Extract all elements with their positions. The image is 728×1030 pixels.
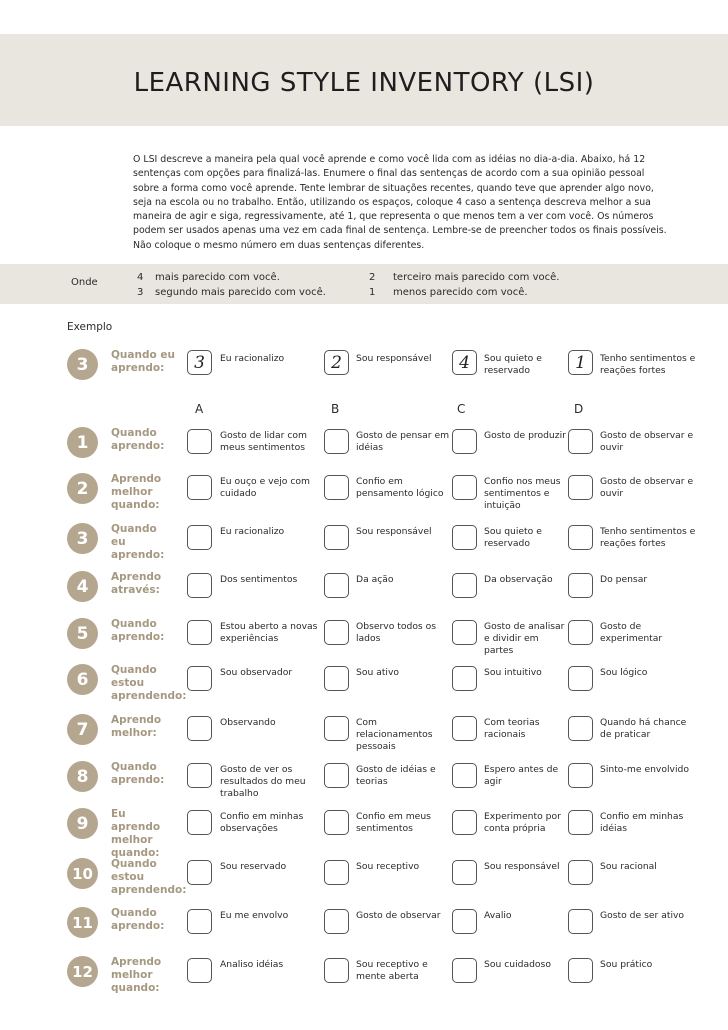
option-text-b: Com relacionamentos pessoais xyxy=(356,717,433,752)
option-text-b: Sou receptivo xyxy=(356,861,420,872)
answer-box-c[interactable] xyxy=(452,525,477,550)
question-stem: Quando aprendo: xyxy=(111,618,165,643)
answer-box-a[interactable] xyxy=(187,716,212,741)
option-text-b: Gosto de pensar em idéias xyxy=(356,430,450,453)
example-stem: Quando eu aprendo: xyxy=(111,349,175,374)
answer-box-a[interactable] xyxy=(187,573,212,598)
option-text-c: Sou responsável xyxy=(484,861,560,872)
option-text-d: Sou lógico xyxy=(600,667,648,678)
column-letter-b: B xyxy=(331,402,340,416)
answer-box-c[interactable] xyxy=(452,763,477,788)
question-number-badge: 10 xyxy=(67,858,98,889)
option-text-c: Com teorias racionais xyxy=(484,717,540,740)
question-number-badge: 6 xyxy=(67,664,98,695)
answer-box-b[interactable] xyxy=(324,525,349,550)
option-text-d: Sinto-me envolvido xyxy=(600,764,689,775)
legend-text-3: segundo mais parecido com você. xyxy=(155,287,326,298)
answer-box-d[interactable] xyxy=(568,958,593,983)
legend-num-1: 1 xyxy=(369,287,376,298)
answer-box-a[interactable] xyxy=(187,958,212,983)
example-option-a: Eu racionalizo xyxy=(220,353,285,364)
answer-box-a[interactable] xyxy=(187,666,212,691)
legend-label: Onde xyxy=(71,277,98,288)
answer-box-a[interactable] xyxy=(187,620,212,645)
option-text-a: Estou aberto a novas experiências xyxy=(220,621,318,644)
example-answer-box-b: 2 xyxy=(324,350,349,375)
example-number-badge: 3 xyxy=(67,349,98,380)
answer-box-d[interactable] xyxy=(568,525,593,550)
question-stem: Aprendo através: xyxy=(111,571,162,596)
answer-box-c[interactable] xyxy=(452,909,477,934)
option-text-c: Confio nos meus sentimentos e intuição xyxy=(484,476,561,511)
example-label: Exemplo xyxy=(67,321,113,333)
option-text-b: Gosto de observar xyxy=(356,910,441,921)
option-text-c: Gosto de produzir xyxy=(484,430,566,441)
option-text-d: Sou racional xyxy=(600,861,657,872)
example-option-b: Sou responsável xyxy=(356,353,432,364)
answer-box-b[interactable] xyxy=(324,573,349,598)
answer-box-a[interactable] xyxy=(187,909,212,934)
answer-box-a[interactable] xyxy=(187,429,212,454)
example-option-c: Sou quieto e reservado xyxy=(484,353,542,376)
answer-box-d[interactable] xyxy=(568,429,593,454)
option-text-b: Confio em meus sentimentos xyxy=(356,811,431,834)
option-text-d: Confio em minhas idéias xyxy=(600,811,684,834)
answer-box-b[interactable] xyxy=(324,716,349,741)
answer-box-c[interactable] xyxy=(452,429,477,454)
option-text-c: Experimento por conta própria xyxy=(484,811,561,834)
question-number-badge: 3 xyxy=(67,523,98,554)
legend-band xyxy=(0,264,728,304)
question-number-badge: 12 xyxy=(67,956,98,987)
option-text-c: Sou cuidadoso xyxy=(484,959,551,970)
answer-box-d[interactable] xyxy=(568,475,593,500)
question-stem: Quando aprendo: xyxy=(111,907,165,932)
option-text-a: Analiso idéias xyxy=(220,959,284,970)
answer-box-d[interactable] xyxy=(568,716,593,741)
answer-box-c[interactable] xyxy=(452,573,477,598)
answer-box-a[interactable] xyxy=(187,860,212,885)
answer-box-d[interactable] xyxy=(568,620,593,645)
answer-box-b[interactable] xyxy=(324,620,349,645)
question-stem: Quando estou aprendendo: xyxy=(111,664,187,702)
question-stem: Quando aprendo: xyxy=(111,761,165,786)
option-text-a: Eu ouço e vejo com cuidado xyxy=(220,476,310,499)
answer-box-d[interactable] xyxy=(568,573,593,598)
option-text-b: Sou ativo xyxy=(356,667,400,678)
legend-text-2: terceiro mais parecido com você. xyxy=(393,272,560,283)
answer-box-d[interactable] xyxy=(568,666,593,691)
question-number-badge: 1 xyxy=(67,427,98,458)
answer-box-a[interactable] xyxy=(187,763,212,788)
page-title: LEARNING STYLE INVENTORY (LSI) xyxy=(133,68,595,98)
option-text-d: Gosto de observar e ouvir xyxy=(600,476,694,499)
option-text-b: Sou responsável xyxy=(356,526,432,537)
answer-box-c[interactable] xyxy=(452,958,477,983)
answer-box-b[interactable] xyxy=(324,810,349,835)
option-text-a: Sou observador xyxy=(220,667,293,678)
option-text-c: Espero antes de agir xyxy=(484,764,559,787)
intro-paragraph: O LSI descreve a maneira pela qual você aprende e como você lida com as idéias no dia-a-dia. Abaixo, há 12 sentenças com opções para finalizá-las. Enumere o final das sentenças de acordo com a sua opinião pessoal sobre a forma como você aprende. Tente lembrar de situações recentes, quando teve que aprender algo novo, seja na escola ou no trabalho. Então, utilizando os espaços, coloque 4 caso a sentença descreva melhor a sua maneira de agir e siga, regressivamente, até 1, que representa o que menos tem a ver com você. Os números podem ser usados apenas uma vez em cada final de sentença. Lembre-se de preencher todos os finais possíveis. Não coloque o mesmo número em duas sentenças diferentes. xyxy=(133,154,667,251)
option-text-d: Gosto de experimentar xyxy=(600,621,663,644)
option-text-b: Gosto de idéias e teorias xyxy=(356,764,436,787)
answer-box-a[interactable] xyxy=(187,810,212,835)
answer-box-b[interactable] xyxy=(324,958,349,983)
answer-box-d[interactable] xyxy=(568,810,593,835)
option-text-c: Avalio xyxy=(484,910,512,921)
answer-box-a[interactable] xyxy=(187,525,212,550)
example-answer-box-a: 3 xyxy=(187,350,212,375)
legend-num-2: 2 xyxy=(369,272,376,283)
question-number-badge: 5 xyxy=(67,618,98,649)
option-text-a: Sou reservado xyxy=(220,861,287,872)
answer-box-c[interactable] xyxy=(452,620,477,645)
option-text-a: Eu racionalizo xyxy=(220,526,285,537)
question-stem: Aprendo melhor: xyxy=(111,714,162,739)
question-number-badge: 2 xyxy=(67,473,98,504)
question-stem: Eu aprendo melhor quando: xyxy=(111,808,161,859)
answer-box-b[interactable] xyxy=(324,763,349,788)
option-text-a: Observando xyxy=(220,717,276,728)
option-text-d: Gosto de observar e ouvir xyxy=(600,430,694,453)
answer-box-d[interactable] xyxy=(568,763,593,788)
option-text-d: Gosto de ser ativo xyxy=(600,910,685,921)
option-text-a: Gosto de lidar com meus sentimentos xyxy=(220,430,307,453)
option-text-a: Eu me envolvo xyxy=(220,910,289,921)
answer-box-d[interactable] xyxy=(568,909,593,934)
question-number-badge: 4 xyxy=(67,571,98,602)
answer-box-b[interactable] xyxy=(324,429,349,454)
option-text-d: Do pensar xyxy=(600,574,648,585)
option-text-d: Quando há chance de praticar xyxy=(600,717,687,740)
answer-box-c[interactable] xyxy=(452,860,477,885)
question-stem: Quando eu aprendo: xyxy=(111,523,165,561)
question-stem: Quando aprendo: xyxy=(111,427,165,452)
question-stem: Aprendo melhor quando: xyxy=(111,473,162,511)
option-text-c: Da observação xyxy=(484,574,553,585)
question-number-badge: 7 xyxy=(67,714,98,745)
legend-num-4: 4 xyxy=(137,272,144,283)
example-answer-box-c: 4 xyxy=(452,350,477,375)
option-text-b: Da ação xyxy=(356,574,394,585)
answer-box-a[interactable] xyxy=(187,475,212,500)
option-text-d: Tenho sentimentos e reações fortes xyxy=(600,526,696,549)
answer-box-b[interactable] xyxy=(324,860,349,885)
answer-box-c[interactable] xyxy=(452,666,477,691)
option-text-d: Sou prático xyxy=(600,959,653,970)
answer-box-c[interactable] xyxy=(452,475,477,500)
legend-num-3: 3 xyxy=(137,287,144,298)
option-text-b: Observo todos os lados xyxy=(356,621,437,644)
option-text-b: Confio em pensamento lógico xyxy=(356,476,444,499)
option-text-a: Confio em minhas observações xyxy=(220,811,304,834)
question-stem: Quando estou aprendendo: xyxy=(111,858,187,896)
answer-box-d[interactable] xyxy=(568,860,593,885)
question-number-badge: 8 xyxy=(67,761,98,792)
option-text-c: Sou intuitivo xyxy=(484,667,542,678)
legend-text-1: menos parecido com você. xyxy=(393,287,528,298)
example-option-d: Tenho sentimentos e reações fortes xyxy=(600,353,696,376)
column-letter-c: C xyxy=(457,402,466,416)
example-answer-box-d: 1 xyxy=(568,350,593,375)
question-stem: Aprendo melhor quando: xyxy=(111,956,162,994)
column-letter-d: D xyxy=(574,402,584,416)
option-text-b: Sou receptivo e mente aberta xyxy=(356,959,428,982)
option-text-c: Gosto de analisar e dividir em partes xyxy=(484,621,565,656)
question-number-badge: 11 xyxy=(67,907,98,938)
column-letter-a: A xyxy=(195,402,204,416)
answer-box-b[interactable] xyxy=(324,475,349,500)
answer-box-c[interactable] xyxy=(452,716,477,741)
answer-box-b[interactable] xyxy=(324,666,349,691)
answer-box-c[interactable] xyxy=(452,810,477,835)
option-text-a: Gosto de ver os resultados do meu trabalho xyxy=(220,764,306,799)
option-text-c: Sou quieto e reservado xyxy=(484,526,542,549)
legend-text-4: mais parecido com você. xyxy=(155,272,280,283)
question-number-badge: 9 xyxy=(67,808,98,839)
answer-box-b[interactable] xyxy=(324,909,349,934)
option-text-a: Dos sentimentos xyxy=(220,574,298,585)
